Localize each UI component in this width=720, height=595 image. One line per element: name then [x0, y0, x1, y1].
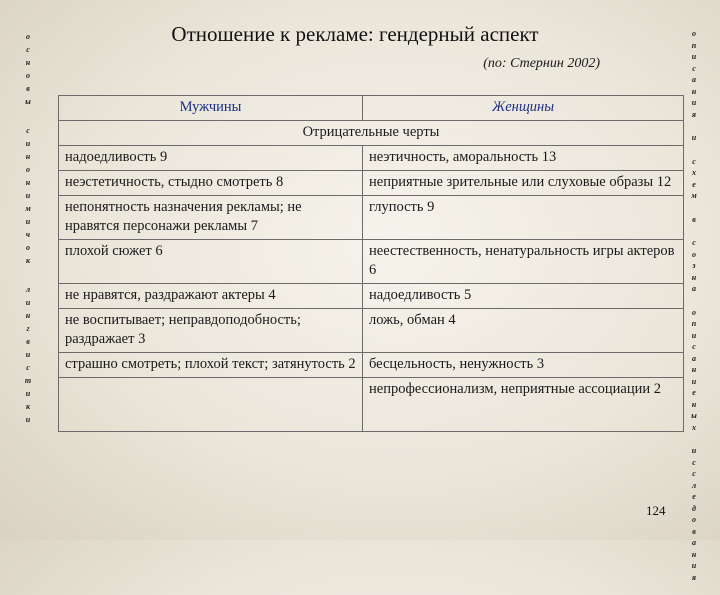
header-women: Женщины: [363, 96, 684, 121]
vertical-letter: х: [691, 168, 696, 177]
vertical-word: [25, 124, 30, 267]
vertical-letter: с: [692, 342, 696, 351]
vertical-letter: о: [691, 249, 696, 259]
cell-men: страшно смотреть; плохой текст; затянутость 2: [59, 353, 363, 378]
vertical-letter: к: [25, 402, 31, 411]
vertical-letter: п: [691, 319, 697, 328]
table-row: [59, 240, 684, 284]
vertical-letter: н: [691, 399, 697, 409]
vertical-letter: в: [692, 214, 696, 224]
vertical-letter: н: [25, 58, 31, 67]
vertical-letter: г: [26, 324, 30, 333]
cell-men: не нравятся, раздражают актеры 4: [59, 284, 363, 309]
vertical-letter: н: [691, 86, 697, 96]
cell-women: бесцельность, ненужность 3: [363, 353, 684, 378]
vertical-letter: е: [692, 179, 696, 189]
vertical-letter: о: [691, 29, 696, 38]
vertical-word: [692, 28, 696, 120]
table-row: [59, 171, 684, 196]
vertical-letter: и: [691, 561, 697, 570]
vertical-letter: с: [692, 457, 696, 467]
vertical-letter: ч: [25, 230, 31, 239]
table-row: [59, 353, 684, 378]
vertical-letter: н: [25, 152, 31, 161]
vertical-letter: с: [26, 126, 30, 135]
vertical-letter: а: [692, 353, 696, 363]
vertical-letter: в: [26, 337, 30, 346]
vertical-word: [692, 214, 696, 226]
cell-women: неприятные зрительные или слуховые образы 12: [363, 171, 684, 196]
vertical-word: [25, 30, 31, 108]
vertical-word: [692, 237, 696, 295]
vertical-letter: и: [691, 98, 697, 107]
vertical-letter: а: [691, 538, 696, 547]
cell-men: надоедливость 9: [59, 146, 363, 171]
vertical-letter: о: [691, 515, 696, 524]
cell-men: неэстетичность, стыдно смотреть 8: [59, 171, 363, 196]
cell-women: неэтичность, аморальность 13: [363, 146, 684, 171]
vertical-letter: о: [692, 307, 696, 317]
vertical-letter: к: [25, 256, 31, 265]
cell-women: надоедливость 5: [363, 284, 684, 309]
vertical-letter: н: [691, 549, 697, 559]
right-margin-vertical-text: [688, 28, 700, 595]
vertical-letter: с: [692, 156, 696, 166]
vertical-letter: в: [26, 84, 30, 93]
vertical-letter: д: [692, 503, 696, 513]
vertical-letter: н: [25, 178, 31, 187]
table-row: [59, 309, 684, 353]
vertical-letter: з: [692, 261, 696, 270]
slide-title: Отношение к рекламе: гендерный аспект: [171, 22, 539, 46]
cell-men: плохой сюжет 6: [59, 240, 363, 284]
vertical-letter: о: [25, 165, 30, 174]
vertical-letter: с: [692, 238, 696, 247]
vertical-letter: т: [24, 376, 32, 385]
cell-women: неестественность, ненатуральность игры актеров 6: [363, 240, 684, 284]
vertical-letter: и: [691, 52, 697, 61]
vertical-letter: л: [25, 285, 31, 294]
vertical-letter: и: [691, 446, 697, 455]
table-row: [59, 378, 684, 432]
vertical-letter: а: [691, 75, 696, 84]
vertical-letter: а: [691, 284, 696, 293]
vertical-letter: и: [25, 350, 31, 359]
vertical-word: [692, 132, 696, 144]
vertical-letter: е: [692, 492, 696, 501]
vertical-letter: ы: [691, 411, 697, 420]
gender-attitude-table: [58, 95, 684, 432]
cell-men: непонятность назначения рекламы; не нравятся персонажи рекламы 7: [59, 196, 363, 240]
vertical-letter: п: [691, 40, 697, 50]
vertical-letter: и: [691, 376, 697, 386]
vertical-letter: н: [691, 365, 697, 374]
vertical-letter: с: [692, 63, 696, 73]
table-header-row: [59, 96, 684, 121]
vertical-letter: м: [25, 204, 31, 213]
vertical-letter: н: [691, 272, 697, 282]
vertical-word: [692, 445, 696, 583]
vertical-letter: м: [691, 191, 697, 200]
vertical-letter: я: [691, 109, 697, 119]
vertical-letter: ы: [25, 97, 31, 106]
cell-men: не воспитывает; неправдоподобность; раздражает 3: [59, 309, 363, 353]
vertical-letter: о: [25, 243, 30, 252]
vertical-letter: и: [25, 389, 31, 398]
source-citation: (по: Стернин 2002): [483, 56, 600, 71]
table-row: [59, 284, 684, 309]
cell-women: непрофессионализм, неприятные ассоциации 2: [363, 378, 684, 432]
vertical-letter: в: [692, 526, 696, 536]
vertical-letter: я: [691, 572, 697, 582]
section-row: [59, 121, 684, 146]
cell-men: [59, 378, 363, 432]
vertical-word: [691, 156, 696, 202]
vertical-letter: н: [25, 311, 31, 320]
vertical-letter: и: [25, 415, 31, 424]
vertical-letter: и: [25, 139, 31, 148]
vertical-word: [25, 283, 31, 426]
vertical-letter: и: [691, 330, 697, 340]
header-men: Мужчины: [59, 96, 363, 121]
vertical-word: [691, 307, 697, 434]
vertical-letter: е: [692, 388, 696, 397]
vertical-letter: и: [25, 298, 31, 307]
table-row: [59, 146, 684, 171]
page-number: 124: [646, 503, 666, 518]
vertical-letter: с: [692, 469, 696, 478]
vertical-letter: и: [691, 133, 697, 142]
cell-women: глупость 9: [363, 196, 684, 240]
table-row: [59, 196, 684, 240]
vertical-letter: л: [691, 480, 697, 490]
section-title: Отрицательные черты: [59, 121, 684, 146]
vertical-letter: о: [26, 32, 30, 41]
left-margin-vertical-text: [22, 30, 34, 442]
vertical-letter: о: [26, 71, 30, 80]
vertical-letter: с: [26, 45, 30, 54]
vertical-letter: с: [26, 363, 30, 372]
vertical-letter: и: [25, 217, 31, 226]
vertical-letter: х: [692, 422, 696, 432]
vertical-letter: и: [25, 191, 31, 200]
cell-women: ложь, обман 4: [363, 309, 684, 353]
